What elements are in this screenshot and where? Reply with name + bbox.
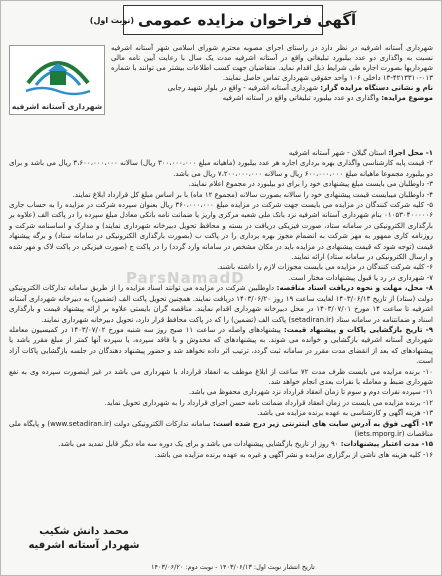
condition-item xyxy=(9,200,433,262)
notice-title-box xyxy=(89,5,357,35)
municipality-logo xyxy=(9,45,105,115)
organizer-text: شهرداری آستانه اشرفیه - واقع در بلوار شهید رجایی xyxy=(167,84,319,92)
condition-item xyxy=(9,148,433,158)
condition-item xyxy=(9,450,433,460)
condition-item-text: استان گیلان - شهر آستانه اشرفیه xyxy=(288,149,387,157)
condition-item xyxy=(9,408,433,418)
condition-item-text: ۵- کلیه شرکت کنندگان در مزایده می بایست جهت شرکت در مزایده مبلغ ۳۶۰،۰۰۰،۰۰۰ ریال بعنوان سپرده شرکت در مزایده را به حساب جاری ۰۱۰۵۳۰۴۰۰۰۰۰۶ بنام شهرداری آستانه اشرفیه نزد بانک ملی شعبه مرکزی واریز یا ضمانت نامه بانکی معادل مبلغ سپرده را در پاکت الف (علاوه بر بارگذاری الکترونیکی در سامانه ستاد، صورت فیزیکی دریافت در بسته و محافظ تحویل دبیرخانه شهرداری نمایند) و مدارک و اساسنامه شرکت و روزنامه کاری ممهور به مهر شرکت به انضمام مجوز بهره برداری را در پاکت ب (بصورت بارگذاری الکترونیکی در سامانه ستاد) و برگه پیشنهاد قیمت (توجه شود که قیمت پیشنهادی در مزایده باید در مکان مشخص در سامانه وارد گردد) را در پاکت ج (صورت فیزیکی در پاکت لاک و مهر شده و ارسال الکترونیکی در سامانه ستاد) ارائه نمایند. xyxy=(9,201,433,262)
condition-item-text: ۶- کلیه شرکت کنندگان در مزایده می بایست مجوزات لازم را داشته باشند. xyxy=(217,263,433,272)
condition-item xyxy=(9,283,433,325)
logo-caption: شهرداری آستانه اشرفیه xyxy=(11,102,103,111)
condition-item-text: ۱۰- برنده مزایده می بایست ظرف مدت ۷۲ ساعت از ابلاغ موظف به انعقاد قرارداد با شهرداری می باشد در غیر اینصورت سپرده وی به نفع شهرداری ضبط و معامله با نفرات بعدی انجام خواهد شد. xyxy=(9,367,434,386)
subject-text: واگذاری دو عدد بیلبورد تبلیغاتی واقع در آستانه اشرفیه xyxy=(222,94,379,102)
subject-line xyxy=(111,93,433,103)
condition-item-text: ۴- داوطلبان میبایست قیمت پیشنهادی خود را سالانه بصورت سالانه (مجموع ۱۲ ماه) با بر اساس مبلغ کل قرارداد ابلاغ نمایند. xyxy=(72,190,433,199)
mayor-title: شهردار آستانه اشرفیه xyxy=(28,540,140,551)
notice-title: آگهی فراخوان مزایده عمومی xyxy=(138,11,357,29)
condition-item-text: ۱۶- کلیه هزینه های ناشی از برگزاری مزایده و نشر آگهی و غیره به عهده برنده مزایده می باشد. xyxy=(154,450,433,459)
condition-item-text: ۱۳- هزینه آگهی و کارشناسی به عهده برنده مزایده می باشد. xyxy=(257,409,433,418)
condition-item xyxy=(9,439,433,449)
condition-item xyxy=(9,190,433,200)
publication-dates: تاریخ انتشار نوبت اول: ۱۴۰۳/۰۶/۱۳ - نوبت دوم: ۱۴۰۳/۰۶/۲۰ xyxy=(151,563,315,571)
mayor-name: محمد دانش شکیب xyxy=(39,526,129,537)
condition-item-text: پیشنهادهای واصله در ساعت ۱۱ صبح روز سه شنبه مورخ ۱۴۰۳/۰۷/۰۲ در کمیسیون معامله شهرداری آستانه اشرفیه بازگشایی و خوانده می شوند. به پیشنهادهای که مخدوش و یا فاقد سپرده، یا سپرده آنها کمتر از مبلغ مقرر باشد یا پیشنهادهای که بعد از انقضای مدت مقرر در سامانه ثبت گردد، ترتیب اثر داده نخواهد شد و حضور پیشنهاد دهندگان در جلسه بازگشایی پاکات آزاد است. xyxy=(9,325,433,366)
condition-item-text: ۷- شهرداری در رد یا قبول پیشنهادات مختار است. xyxy=(288,273,433,282)
condition-item xyxy=(9,387,433,397)
condition-item-label: ۱۵- مدت اعتبار پیشنهادات: xyxy=(340,440,433,449)
condition-item xyxy=(9,398,433,408)
condition-item-text: ۱۲- برنده مزایده می بایست در زمان انعقاد قرارداد ضمانت نامه حسن اجرای قرارداد را به شهرداری تحویل نماید. xyxy=(104,398,433,407)
condition-item xyxy=(9,325,433,367)
condition-item-text: سامانه تدارکات الکترونیکی دولت (www.setadiran.ir) و پایگاه ملی مناقصات (iets.mporg.ir) xyxy=(9,419,433,438)
condition-item-text: ۹۰ روز از تاریخ بازگشایی پیشنهادات می باشد و برای یک دوره سه ماه دیگر قابل تمدید می باشد. xyxy=(58,440,339,449)
condition-item-text: ۳- داوطلبان می بایست مبلغ پیشنهادی خود را برای دو بیلبورد در مجموع اعلام نمایند. xyxy=(188,180,433,189)
subject-label: موضوع مزایده: xyxy=(381,94,433,102)
condition-item-text: ۱۱- سپرده نفرات دوم و سوم تا زمان انعقاد قرارداد نزد شهرداری محفوظ می باشد. xyxy=(188,388,433,397)
condition-item-label: ۸- محل، مهلت و نحوه دریافت اسناد مناقصه: xyxy=(276,284,433,293)
condition-item-label: ۱- محل اجرا: xyxy=(388,149,433,157)
intro-paragraph: شهرداری آستانه اشرفیه در نظر دارد در راستای اجرای مصوبه محترم شورای اسلامی شهر آستانه اشرفیه نسبت به واگذاری دو عدد بیلبورد تبلیغاتی واقع در آستانه اشرفیه مدت یک سال با رعایت آیین نامه مالی شهرداریها بصورت اجاره طی شرایط ذیل اقدام نماید. متقاضیان جهت کسب اطلاعات بیشتر می توانند با شماره ۰۱۳-۴۲۱۳۳۱۰-۱۳ داخلی ۱۰۶ واحد حقوقی شهرداری تماس حاصل نمایند. xyxy=(111,44,433,82)
condition-item xyxy=(9,179,433,189)
signature-block xyxy=(9,525,159,553)
condition-item xyxy=(9,158,433,179)
condition-item-text: ۲- قیمت پایه کارشناسی واگذاری بهره برداری اجاره هر عدد بیلبورد (ماهیانه مبلغ ۳۰۰،۰۰۰،۰۰۰ ریال) سالانه ۳،۶۰۰،۰۰۰،۰۰۰ ریال می باشد و برای دو بیلبورد مجموعا ماهیانه مبلغ ۶۰۰،۰۰۰،۰۰۰ ریال و سالانه ۷،۲۰۰،۰۰۰،۰۰۰ ریال می باشد. xyxy=(9,159,433,178)
condition-item-label: ۹- تاریخ بازگشایی پاکات و پیشنهاد قیمت: xyxy=(283,325,433,334)
organizer-label: نام و نشانی دستگاه مزایده گزار: xyxy=(320,84,433,92)
organizer-line xyxy=(111,83,433,93)
municipality-emblem-icon xyxy=(22,49,94,99)
notice-round: (نوبت اول) xyxy=(89,15,135,25)
condition-item xyxy=(9,419,433,440)
intro-section xyxy=(111,43,433,103)
condition-item-text: داوطلبین شرکت در مزایده می توانند اسناد مزایده را از طریق سامانه تدارکات الکترونیکی دولت (ستاد) از تاریخ ۱۴۰۳/۰۶/۱۳ لغایت ساعت ۱۹ روز ۱۴۰۳/۰۶/۲۰ دریافت نمایند. همچنین تحویل پاکت الف (تضمین) به دبیرخانه شهرداری آستانه اشرفیه تا ساعت ۱۴ مورخ ۱۴۰۳/۰۷/۰۱ در محل دبیرخانه شهرداری اقدام نمایند. مناقصه گران بایستی علاوه بر ارائه پیشنهاد قیمت و بارگذاری اسناد و ضمانتنامه در سامانه ستاد (setadiran.ir) پاکت الف (تضمین) را که در پاکت محافظ قرار دارد، تحویل دبیرخانه شهرداری نمایند. xyxy=(9,284,433,324)
condition-item-label: ۱۴- آگهی فوق به آدرس سایت های اینترنتی زیر درج شده است: xyxy=(212,419,433,428)
watermark: ParsNamadD xyxy=(126,269,245,287)
condition-item xyxy=(9,367,433,388)
conditions-list xyxy=(9,148,433,460)
